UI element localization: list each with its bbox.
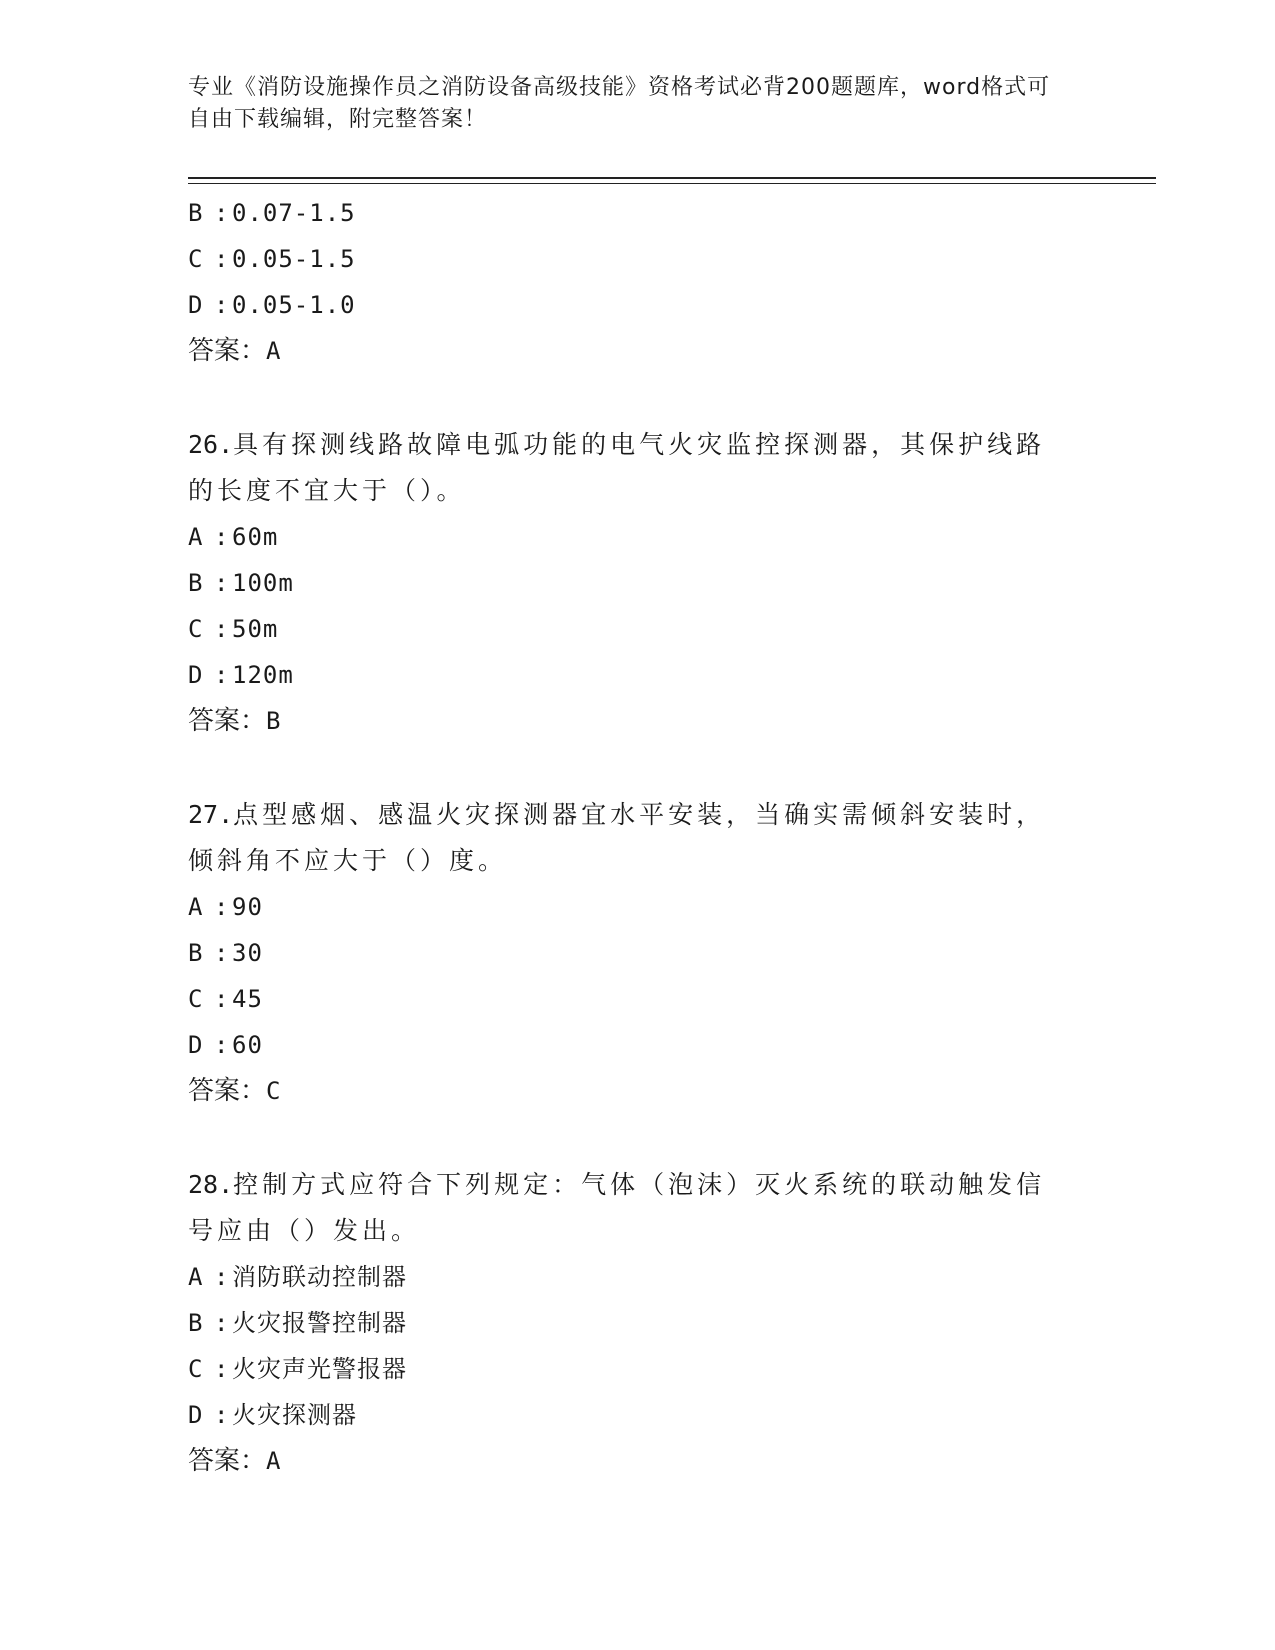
option-b: B : 0.07-1.5: [188, 199, 356, 227]
answer-line: [188, 698, 1088, 744]
question-26: [188, 422, 1088, 744]
option-text: 45: [232, 985, 263, 1013]
option-c: C : 50m: [188, 615, 279, 643]
question-27: [188, 792, 1088, 1114]
answer-value: C: [266, 1077, 281, 1105]
question-number: 26.: [188, 430, 234, 459]
question-continued: [188, 190, 1088, 374]
option-text: 0.05-1.0: [232, 291, 356, 319]
option-a: A : 60m: [188, 523, 279, 551]
option-a: A : 消防联动控制器: [188, 1263, 407, 1291]
option-d: D : 120m: [188, 661, 294, 689]
option-d: D : 火灾探测器: [188, 1401, 357, 1429]
answer-line: [188, 328, 1088, 374]
option-text: 0.05-1.5: [232, 245, 356, 273]
option-b: B : 100m: [188, 569, 294, 597]
answer-label: 答案：: [188, 336, 267, 366]
question-number: 27.: [188, 800, 234, 829]
question-number: 28.: [188, 1170, 234, 1199]
question-text: 28.控制方式应符合下列规定：气体（泡沫）灭火系统的联动触发信号应由（）发出。: [188, 1170, 1046, 1245]
option-c: C : 火灾声光警报器: [188, 1355, 407, 1383]
option-text: 0.07-1.5: [232, 199, 356, 227]
answer-label: 答案：: [188, 1446, 267, 1476]
header-divider: [188, 177, 1156, 179]
option-text: 100m: [232, 569, 294, 597]
answer-line: [188, 1438, 1088, 1484]
question-28: [188, 1162, 1088, 1484]
option-d: D : 60: [188, 1031, 263, 1059]
answer-value: A: [266, 337, 281, 365]
option-c: C : 45: [188, 985, 263, 1013]
option-text: 90: [232, 893, 263, 921]
option-text: 50m: [232, 615, 279, 643]
answer-label: 答案：: [188, 706, 267, 736]
option-text: 30: [232, 939, 263, 967]
header-title: 专业《消防设施操作员之消防设备高级技能》资格考试必背200题题库，word格式可自由下载编辑，附完整答案！: [188, 75, 1051, 132]
question-text: 26.具有探测线路故障电弧功能的电气火灾监控探测器，其保护线路的长度不宜大于（）。: [188, 430, 1046, 505]
answer-line: [188, 1068, 1088, 1114]
option-b: B : 30: [188, 939, 263, 967]
answer-value: B: [266, 707, 281, 735]
question-list: [188, 190, 1088, 1484]
header-divider-thin: [188, 183, 1156, 184]
answer-label: 答案：: [188, 1076, 267, 1106]
question-text: 27.点型感烟、感温火灾探测器宜水平安装，当确实需倾斜安装时，倾斜角不应大于（）度。: [188, 800, 1046, 875]
option-a: A : 90: [188, 893, 263, 921]
option-text: 火灾声光警报器: [232, 1355, 407, 1383]
answer-value: A: [266, 1447, 281, 1475]
option-text: 60: [232, 1031, 263, 1059]
option-b: B : 火灾报警控制器: [188, 1309, 407, 1337]
document-header: [188, 72, 1068, 136]
option-text: 120m: [232, 661, 294, 689]
option-text: 火灾探测器: [232, 1401, 357, 1429]
option-text: 火灾报警控制器: [232, 1309, 407, 1337]
option-d: D : 0.05-1.0: [188, 291, 356, 319]
option-text: 消防联动控制器: [232, 1263, 407, 1291]
option-text: 60m: [232, 523, 279, 551]
option-c: C : 0.05-1.5: [188, 245, 356, 273]
